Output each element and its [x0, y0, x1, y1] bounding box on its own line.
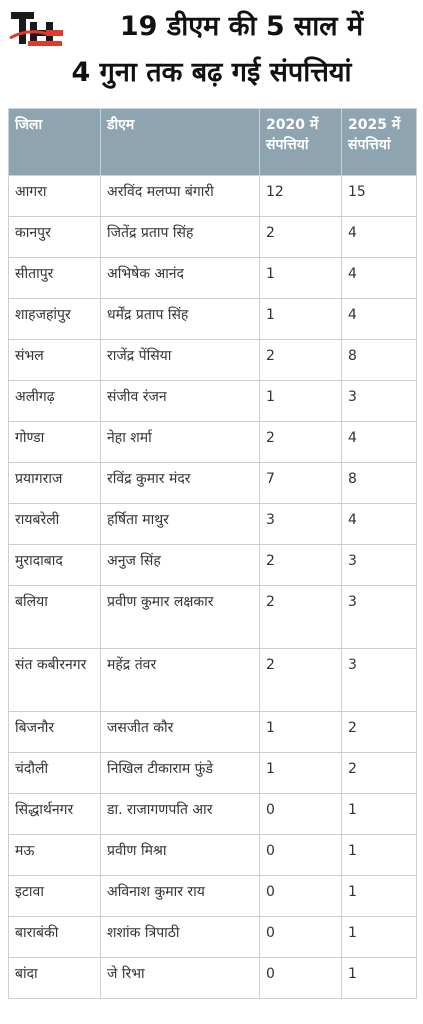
headline: [0, 4, 423, 96]
table-row: [9, 545, 417, 586]
headline-line-2: 4 गुना तक बढ़ गई संपत्तियां: [71, 57, 352, 88]
table-row: [9, 917, 417, 958]
cell-district: बांदा: [9, 958, 101, 999]
cell-2020: 1: [260, 299, 342, 340]
cell-2025: 15: [342, 176, 417, 217]
cell-2025: 3: [342, 649, 417, 712]
dm-assets-table: [8, 108, 417, 999]
cell-district: बाराबंकी: [9, 917, 101, 958]
table-row: [9, 794, 417, 835]
cell-dm: डा. राजागणपति आर: [101, 794, 260, 835]
cell-district: बलिया: [9, 586, 101, 649]
table-row: [9, 381, 417, 422]
cell-district: मुरादाबाद: [9, 545, 101, 586]
cell-dm: अभिषेक आनंद: [101, 258, 260, 299]
cell-2025: 4: [342, 258, 417, 299]
cell-dm: अविनाश कुमार राय: [101, 876, 260, 917]
cell-2020: 2: [260, 649, 342, 712]
cell-2020: 0: [260, 794, 342, 835]
cell-2020: 2: [260, 545, 342, 586]
cell-district: संभल: [9, 340, 101, 381]
column-header-district: जिला: [9, 109, 101, 176]
cell-2025: 8: [342, 340, 417, 381]
table-row: [9, 299, 417, 340]
table-row: [9, 835, 417, 876]
cell-2025: 8: [342, 463, 417, 504]
table-row: [9, 876, 417, 917]
cell-2025: 4: [342, 299, 417, 340]
cell-2020: 0: [260, 958, 342, 999]
cell-dm: महेंद्र तंवर: [101, 649, 260, 712]
cell-2020: 7: [260, 463, 342, 504]
header: [0, 0, 423, 104]
cell-dm: निखिल टीकाराम फुंडे: [101, 753, 260, 794]
cell-2020: 1: [260, 753, 342, 794]
table-row: [9, 753, 417, 794]
cell-district: संत कबीरनगर: [9, 649, 101, 712]
cell-district: बिजनौर: [9, 712, 101, 753]
cell-2025: 3: [342, 545, 417, 586]
cell-2020: 12: [260, 176, 342, 217]
cell-dm: नेहा शर्मा: [101, 422, 260, 463]
cell-district: रायबरेली: [9, 504, 101, 545]
cell-2025: 1: [342, 917, 417, 958]
dm-assets-table-wrapper: [8, 108, 416, 999]
cell-dm: जे रिभा: [101, 958, 260, 999]
table-row: [9, 422, 417, 463]
cell-dm: जसजीत कौर: [101, 712, 260, 753]
cell-2020: 1: [260, 381, 342, 422]
cell-2025: 1: [342, 876, 417, 917]
cell-district: अलीगढ़: [9, 381, 101, 422]
cell-district: गोण्डा: [9, 422, 101, 463]
cell-dm: शशांक त्रिपाठी: [101, 917, 260, 958]
cell-2025: 3: [342, 586, 417, 649]
cell-2020: 2: [260, 217, 342, 258]
cell-dm: धर्मेंद्र प्रताप सिंह: [101, 299, 260, 340]
table-row: [9, 258, 417, 299]
table-row: [9, 463, 417, 504]
table-row: [9, 176, 417, 217]
table-header-row: [9, 109, 417, 176]
cell-dm: प्रवीण कुमार लक्षकार: [101, 586, 260, 649]
cell-2020: 3: [260, 504, 342, 545]
column-header-2025: 2025 में संपत्तियां: [342, 109, 417, 176]
cell-dm: राजेंद्र पेंसिया: [101, 340, 260, 381]
cell-dm: प्रवीण मिश्रा: [101, 835, 260, 876]
cell-district: चंदौली: [9, 753, 101, 794]
cell-2025: 3: [342, 381, 417, 422]
cell-dm: अनुज सिंह: [101, 545, 260, 586]
cell-2020: 1: [260, 712, 342, 753]
cell-dm: जितेंद्र प्रताप सिंह: [101, 217, 260, 258]
cell-district: सिद्धार्थनगर: [9, 794, 101, 835]
cell-2025: 4: [342, 217, 417, 258]
cell-2020: 0: [260, 876, 342, 917]
cell-2020: 2: [260, 340, 342, 381]
cell-2025: 1: [342, 835, 417, 876]
cell-district: आगरा: [9, 176, 101, 217]
cell-2025: 4: [342, 422, 417, 463]
cell-2020: 2: [260, 586, 342, 649]
cell-2025: 2: [342, 712, 417, 753]
table-row: [9, 586, 417, 649]
cell-district: शाहजहांपुर: [9, 299, 101, 340]
cell-2025: 1: [342, 958, 417, 999]
cell-dm: संजीव रंजन: [101, 381, 260, 422]
cell-dm: रविंद्र कुमार मंदर: [101, 463, 260, 504]
cell-district: कानपुर: [9, 217, 101, 258]
cell-2020: 0: [260, 917, 342, 958]
cell-2025: 4: [342, 504, 417, 545]
cell-district: सीतापुर: [9, 258, 101, 299]
cell-district: इटावा: [9, 876, 101, 917]
table-row: [9, 504, 417, 545]
table-row: [9, 649, 417, 712]
table-row: [9, 217, 417, 258]
column-header-dm: डीएम: [101, 109, 260, 176]
cell-dm: अरविंद मलप्पा बंगारी: [101, 176, 260, 217]
cell-dm: हर्षिता माथुर: [101, 504, 260, 545]
cell-2020: 1: [260, 258, 342, 299]
cell-2025: 1: [342, 794, 417, 835]
cell-2020: 2: [260, 422, 342, 463]
column-header-2020: 2020 में संपत्तियां: [260, 109, 342, 176]
table-row: [9, 712, 417, 753]
cell-2025: 2: [342, 753, 417, 794]
table-row: [9, 340, 417, 381]
cell-district: प्रयागराज: [9, 463, 101, 504]
cell-district: मऊ: [9, 835, 101, 876]
table-row: [9, 958, 417, 999]
cell-2020: 0: [260, 835, 342, 876]
headline-line-1: 19 डीएम की 5 साल में: [119, 11, 364, 42]
